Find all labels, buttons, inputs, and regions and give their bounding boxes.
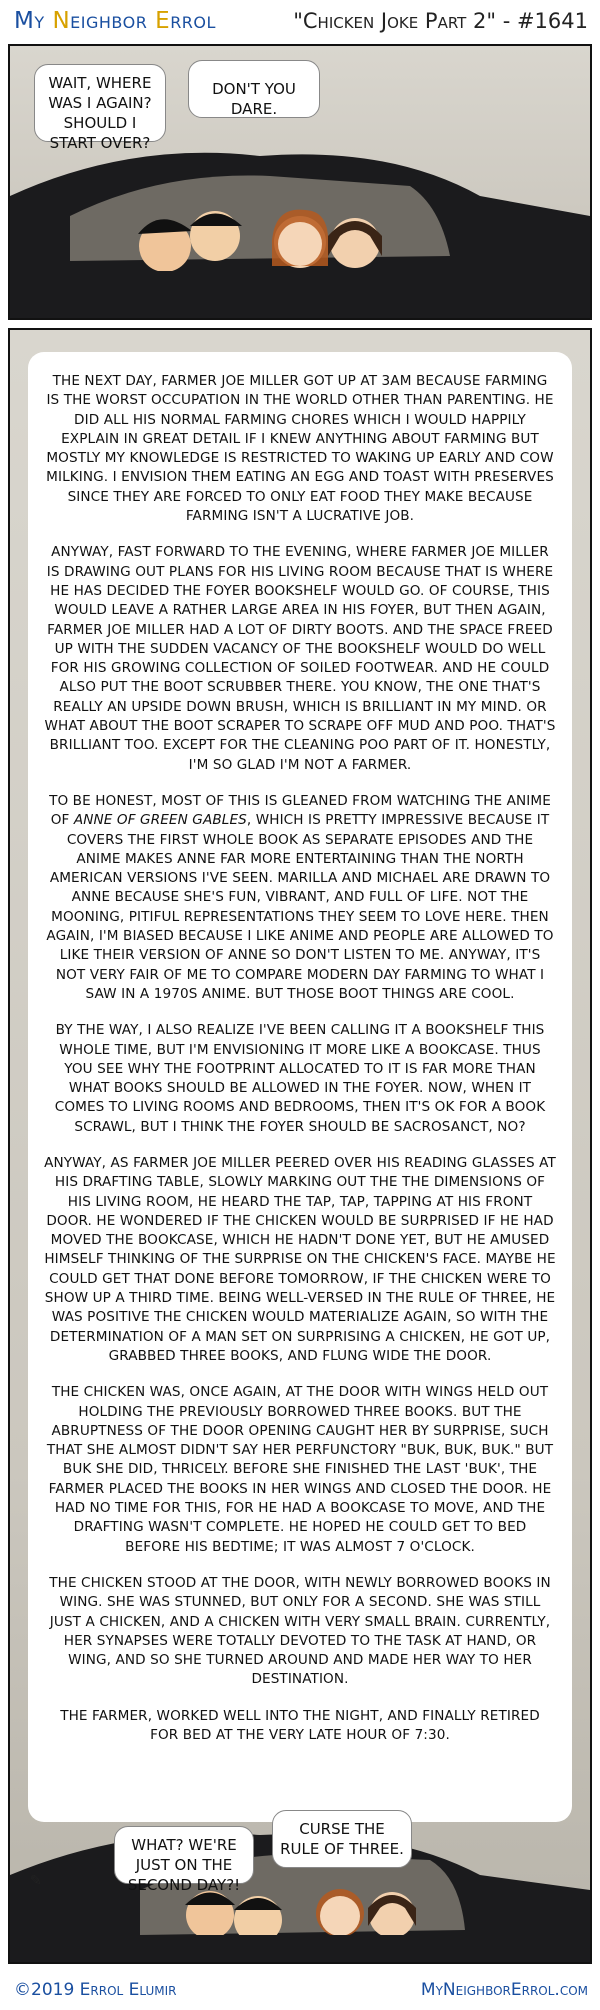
panel-2: [8, 328, 592, 1964]
book-title: ANNE OF GREEN GABLES: [73, 812, 247, 829]
car-scene-2: [10, 330, 590, 1962]
title-eighbor: eighbor: [70, 8, 156, 34]
episode-title: "Chicken Joke Part 2" - #1641: [293, 9, 588, 33]
speech-bubble-right-1: DON'T YOU DARE.: [188, 60, 320, 118]
story-paragraph-6: THE CHICKEN WAS, ONCE AGAIN, AT THE DOOR WITH WINGS HELD OUT HOLDING THE PREVIOUSLY BORROWED THREE BOOKS. BUT THE ABRUPTNESS OF THE DOOR OPENING CAUGHT HER BY SURPRISE, SUCH THAT SHE ALMOST DIDN'T SAY HER PERFUNCTORY "BUK, BUK, BUK." BUT BUK SHE DID, THRICELY. BEFORE SHE FINISHED THE LAST 'BUK', THE FARMER PLACED THE BOOKS IN HER WINGS AND CLOSED THE DOOR. HE HAD NO TIME FOR THIS, FOR HE HAD A BOOKCASE TO MOVE, AND THE DRAFTING WASN'T COMPLETE. HE HOPED HE COULD GET TO BED BEFORE HIS BEDTIME; IT WAS ALMOST 7 O'CLOCK.: [46, 1384, 554, 1555]
title-my: My: [14, 8, 53, 34]
p3-pre: TO BE HONEST, MOST OF THIS IS GLEANED FROM WATCHING THE ANIME OF: [49, 792, 551, 829]
comic-footer: [0, 1970, 600, 2010]
story-paragraph-5: ANYWAY, AS FARMER JOE MILLER PEERED OVER HIS READING GLASSES AT HIS DRAFTING TABLE, SLOWLY MARKING OUT THE THE DIMENSIONS OF HIS LIVING ROOM, HE HEARD THE TAP, TAP, TAPPING AT HIS FRONT DOOR. HE WONDERED IF THE CHICKEN WOULD BE SURPRISED IF HE HAD MOVED THE BOOKCASE, WHICH HE HADN'T DONE YET, BUT HE AMUSED HIMSELF THINKING OF THE SURPRISE ON THE CHICKEN'S FACE. MAYBE HE COULD GET THAT DONE BEFORE TOMORROW, IF THE CHICKEN WERE TO SHOW UP A THIRD TIME. BEING WELL-VERSED IN THE RULE OF THREE, HE WAS POSITIVE THE CHICKEN WOULD MATERIALIZE AGAIN, SO WITH THE DETERMINATION OF A MAN SET ON SURPRISING A CHICKEN, HE GOT UP, GRABBED THREE BOOKS, AND FLUNG WIDE THE DOOR.: [44, 1154, 556, 1364]
site-title[interactable]: [14, 8, 216, 34]
copyright: ©2019 Errol Elumir: [14, 1980, 177, 2000]
speech-bubble-left-1: WAIT, WHERE WAS I AGAIN? SHOULD I START OVER?: [34, 64, 166, 142]
title-rrol: rrol: [170, 8, 216, 34]
site-url-link[interactable]: MyNeighborErrol.com: [420, 1980, 588, 2000]
speech-bubble-left-2: WHAT? WE'RE JUST ON THE SECOND DAY?!: [114, 1826, 254, 1884]
panel-1: [8, 44, 592, 320]
title-n: N: [52, 8, 71, 34]
story-paragraph-2: ANYWAY, FAST FORWARD TO THE EVENING, WHERE FARMER JOE MILLER IS DRAWING OUT PLANS FOR HIS LIVING ROOM BECAUSE THAT IS WHERE HE HAS DECIDED THE FOYER BOOKSHELF WOULD GO. OF COURSE, THIS WOULD LEAVE A RATHER LARGE AREA IN HIS FOYER, BUT THEN AGAIN, FARMER JOE MILLER HAD A LOT OF DIRTY BOOTS. AND THE SPACE FREED UP WITH THE SUDDEN VACANCY OF THE BOOKSHELF WOULD DO WELL FOR HIS GROWING COLLECTION OF SOILED FOOTWEAR. AND HE COULD ALSO PUT THE BOOT SCRUBBER THERE. YOU KNOW, THE ONE THAT'S REALLY AN UPSIDE DOWN BRUSH, WHICH IS BRILLIANT IN MY MIND. OR WHAT ABOUT THE BOOT SCRAPER TO SCRAPE OFF MUD AND POO. THAT'S BRILLIANT TOO. EXCEPT FOR THE CLEANING POO PART OF IT. HONESTLY, I'M SO GLAD I'M NOT A FARMER.: [44, 544, 556, 773]
story-paragraph-7: THE CHICKEN STOOD AT THE DOOR, WITH NEWLY BORROWED BOOKS IN WING. SHE WAS STUNNED, BUT ONLY FOR A SECOND. SHE WAS STILL JUST A CHICKEN, AND A CHICKEN WITH VERY SMALL BRAIN. CURRENTLY, HER SYNAPSES WERE TOTALLY DEVOTED TO THE TASK AT HAND, OR WING, AND SO SHE TURNED AROUND AND MADE HER WAY TO HER DESTINATION.: [49, 1574, 551, 1688]
p3-post: , WHICH IS PRETTY IMPRESSIVE BECAUSE IT COVERS THE FIRST WHOLE BOOK AS SEPARATE EPISODES AND THE ANIME MAKES ANNE FAR MORE ENTERTAINING THAN THE NORTH AMERICAN VERSIONS I'VE SEEN. MARILLA AND MICHAEL ARE DRAWN TO ANNE BECAUSE SHE'S FUN, VIBRANT, AND FULL OF LIFE. NOT THE MOONING, PITIFUL REPRESENTATIONS THEY SEEM TO LOVE HERE. THEN AGAIN, I'M BIASED BECAUSE I LIKE ANIME AND PEOPLE ARE ALLOWED TO LIKE THEIR VERSION OF ANNE SO DON'T LISTEN TO ME. ANYWAY, IT'S NOT VERY FAIR OF ME TO COMPARE MODERN DAY FARMING TO WHAT I SAW IN A 1970S ANIME. BUT THOSE BOOT THINGS ARE COOL.: [46, 812, 554, 1002]
comic-header: [0, 0, 600, 44]
svg-text:✎: ✎: [30, 1873, 42, 1889]
speech-bubble-right-2: CURSE THE RULE OF THREE.: [272, 1810, 412, 1868]
story-paragraph-8: THE FARMER, WORKED WELL INTO THE NIGHT, AND FINALLY RETIRED FOR BED AT THE VERY LATE HOUR OF 7:30.: [60, 1707, 540, 1743]
story-paragraph-1: THE NEXT DAY, FARMER JOE MILLER GOT UP AT 3AM BECAUSE FARMING IS THE WORST OCCUPATION IN THE WORLD OTHER THAN PARENTING. HE DID ALL HIS NORMAL FARMING CHORES WHICH I WOULD HAPPILY EXPLAIN IN GREAT DETAIL IF I KNEW ANYTHING ABOUT FARMING BUT MOSTLY MY KNOWLEDGE IS RESTRICTED TO WAKING UP EARLY AND COW MILKING. I ENVISION THEM EATING AN EGG AND TOAST WITH PRESERVES SINCE THEY ARE FORCED TO ONLY EAT FOOD THEY MAKE BECAUSE FARMING ISN'T A LUCRATIVE JOB.: [46, 373, 554, 525]
story-paragraph-4: BY THE WAY, I ALSO REALIZE I'VE BEEN CALLING IT A BOOKSHELF THIS WHOLE TIME, BUT I'M ENVISIONING IT MORE LIKE A BOOKCASE. THUS YOU SEE WHY THE FOOTPRINT ALLOCATED TO IT IS FAR MORE THAN WHAT BOOKS SHOULD BE ALLOWED IN THE FOYER. NOW, WHEN IT COMES TO LIVING ROOMS AND BEDROOMS, THEN IT'S OK FOR A BOOK SCRAWL, BUT I THINK THE FOYER SHOULD BE SACROSANCT, NO?: [54, 1022, 546, 1135]
title-e: E: [155, 8, 171, 34]
